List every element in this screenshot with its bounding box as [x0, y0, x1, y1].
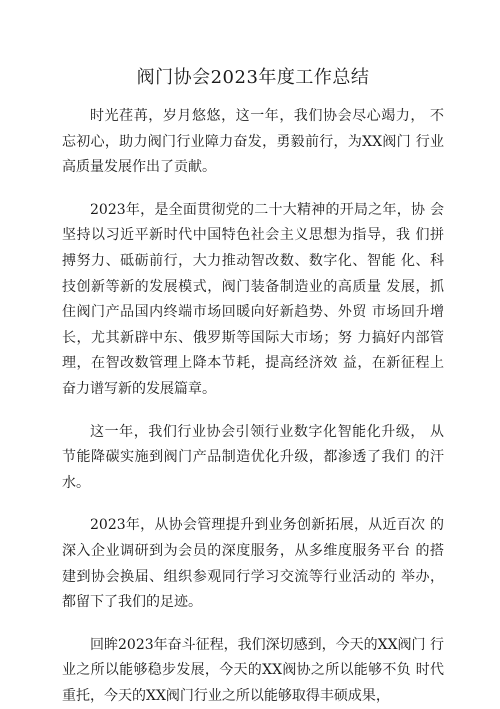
paragraph-5: 回眸2023年奋斗征程，我们深切感到，今天的XX阀门 行业之所以能够稳步发展，今天的XX阀协之所以能够不负 时代重托，今天的XX阀门行业之所以能够取得丰硕成果， — [62, 636, 445, 704]
paragraph-2: 2023年，是全面贯彻党的二十大精神的开局之年，协 会坚持以习近平新时代中国特色社会主义思想为指导，我 们拼搏努力、砥砺前行，大力推动智改数、数字化、智能 化、科技创新等新的发展模式，阀门装备制造业的高质量 发展，抓住阀门产品国内终端市场回暖向好新趋势、外贸 市场回升增长，尤其新辟中东、俄罗斯等国际大市场；努 力搞好内部管理，在智改数管理上降本节耗，提高经济效 益，在新征程上奋力谱写新的发展篇章。 — [62, 201, 444, 397]
document-title: 阀门协会2023年度工作总结 — [136, 67, 370, 88]
paragraph-3: 这一年，我们行业协会引领行业数字化智能化升级， 从节能降碳实施到阀门产品制造优化升级，都渗透了我们 的汗水。 — [62, 423, 444, 491]
paragraph-4: 2023年，从协会管理提升到业务创新拓展，从近百次 的深入企业调研到为会员的深度服务，从多维度服务平台 的搭建到协会换届、组织参观同行学习交流等行业活动的 举办，都留下了我们的足迹。 — [62, 517, 444, 611]
paragraph-1: 时光荏苒，岁月悠悠，这一年，我们协会尽心竭力， 不忘初心，助力阀门行业障力奋发，勇毅前行，为XX阀门 行业高质量发展作出了贡献。 — [62, 108, 444, 176]
